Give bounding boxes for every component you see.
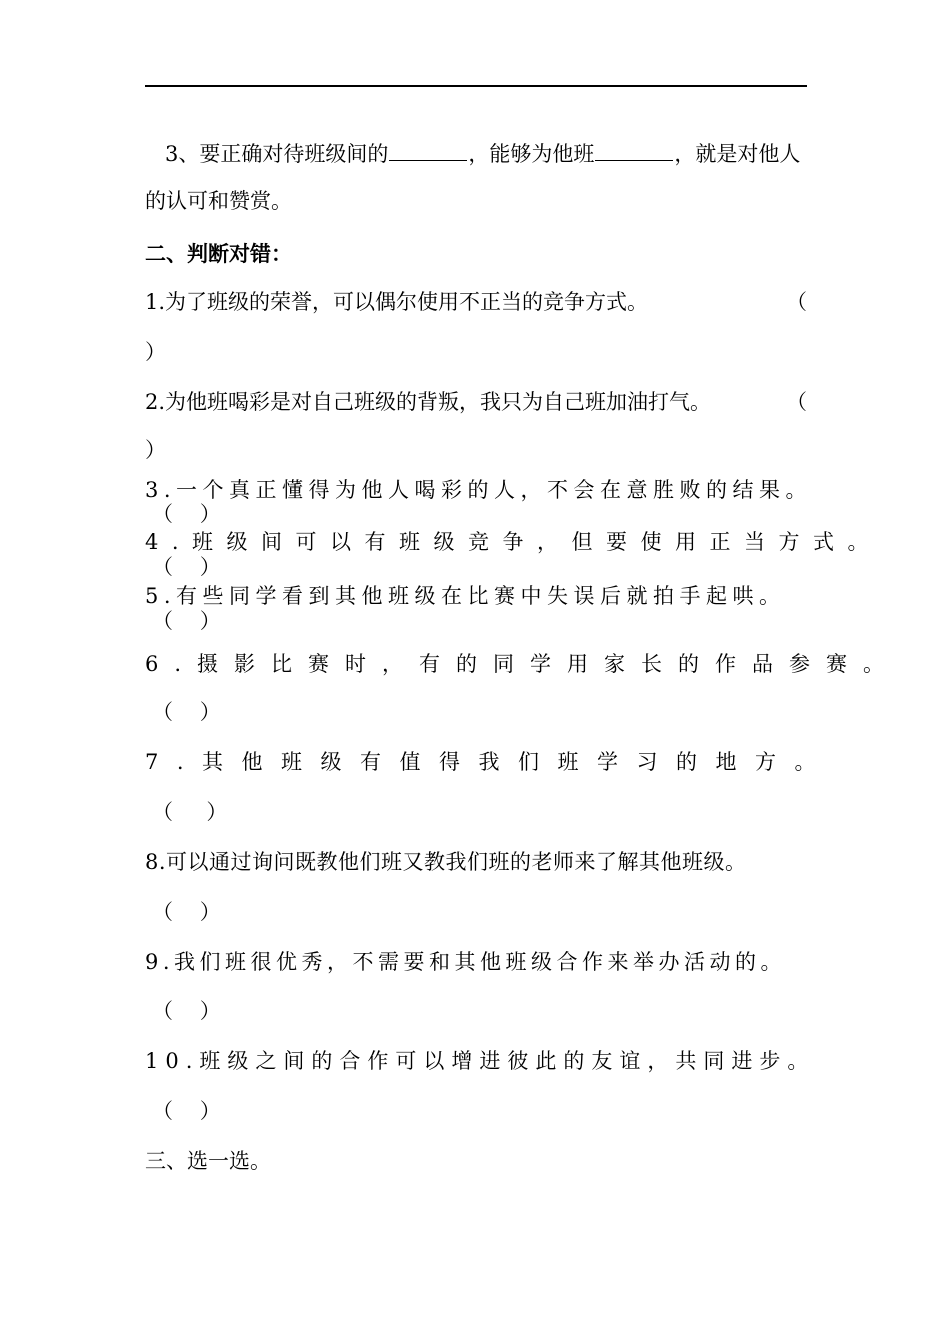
judge-item-9: 9.我们班很优秀，不需要和其他班级合作来举办活动的。 (145, 950, 787, 974)
answer-paren-close-1[interactable]: ） (145, 340, 166, 364)
answer-paren-open-2[interactable]: （ (786, 390, 807, 414)
section-3-title: 三、选一选。 (145, 1149, 271, 1173)
answer-paren-7[interactable]: （ ） (152, 800, 228, 824)
answer-paren-3[interactable]: （ ） (152, 502, 221, 526)
answer-blank-2[interactable] (595, 138, 673, 161)
judge-item-5: 5.有些同学看到其他班级在比赛中失误后就拍手起哄。 (145, 584, 786, 608)
answer-paren-8[interactable]: （ ） (152, 900, 221, 924)
answer-paren-close-2[interactable]: ） (145, 438, 166, 462)
judge-item-2 (145, 388, 807, 416)
judge-item-7: 7.其他班级有值得我们班学习的地方。 (145, 750, 835, 774)
question-3-line (165, 138, 807, 168)
answer-paren-open-1[interactable]: （ (786, 290, 807, 314)
judge-item-4: 4.班级间可以有班级竞争，但要使用正当方式。 (145, 530, 883, 554)
judge-item-6: 6.摄影比赛时，有的同学用家长的作品参赛。 (145, 652, 901, 676)
answer-paren-4[interactable]: （ ） (152, 555, 221, 579)
top-divider (145, 85, 807, 87)
answer-paren-5[interactable]: （ ） (152, 609, 221, 633)
answer-paren-6[interactable]: （ ） (152, 700, 221, 724)
section-2-title: 二、判断对错： (145, 241, 292, 266)
answer-paren-10[interactable]: （ ） (152, 1099, 221, 1123)
judge-item-1 (145, 288, 807, 316)
question-3-continuation: 的认可和赞赏。 (145, 189, 292, 213)
answer-blank-1[interactable] (389, 138, 467, 161)
judge-item-1-text: 1.为了班级的荣誉，可以偶尔使用不正当的竞争方式。 (145, 290, 649, 314)
judge-item-8: 8.可以通过询问既教他们班又教我们班的老师来了解其他班级。 (145, 850, 747, 874)
judge-item-10: 10.班级之间的合作可以增进彼此的友谊，共同进步。 (145, 1049, 816, 1073)
question-3-part3: ，就是对他人 (674, 142, 801, 166)
question-3-part2: ，能够为他班 (468, 142, 595, 166)
judge-item-3: 3.一个真正懂得为他人喝彩的人，不会在意胜败的结果。 (145, 478, 813, 502)
question-3-part1: 3、要正确对待班级间的 (165, 142, 389, 166)
answer-paren-9[interactable]: （ ） (152, 999, 221, 1023)
judge-item-2-text: 2.为他班喝彩是对自己班级的背叛，我只为自己班加油打气。 (145, 390, 712, 414)
